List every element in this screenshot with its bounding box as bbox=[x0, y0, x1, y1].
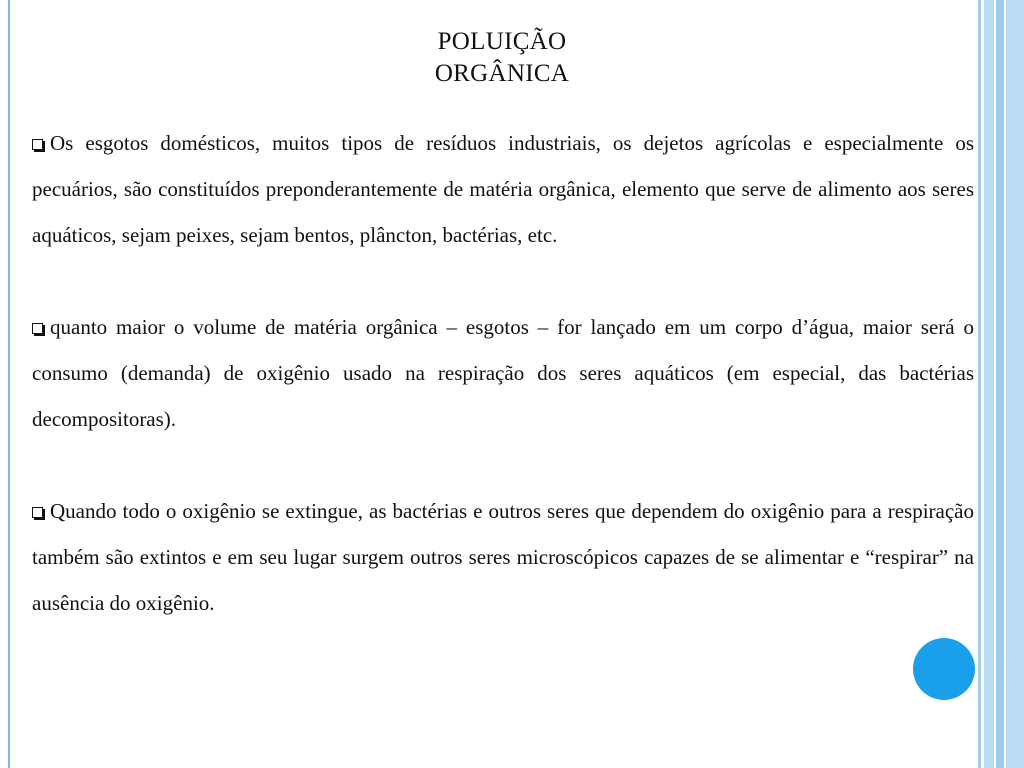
bullet-text: Quando todo o oxigênio se extingue, as bactérias e outros seres que dependem do oxigênio para a respiração também são extintos e em seu lugar surgem outros seres microscópicos capazes de se alimentar e “respirar” na ausência do oxigênio. bbox=[32, 499, 974, 615]
bullet-paragraph bbox=[32, 120, 974, 258]
decorative-circle bbox=[913, 638, 975, 700]
slide-title bbox=[0, 26, 1004, 90]
right-decorative-stripes bbox=[978, 0, 1024, 768]
title-line-1: POLUIÇÃO bbox=[437, 28, 567, 55]
stripe bbox=[984, 0, 994, 768]
square-bullet-icon bbox=[32, 139, 43, 150]
slide-body bbox=[32, 120, 974, 626]
bullet-text: quanto maior o volume de matéria orgânica – esgotos – for lançado em um corpo d’água, maior será o consumo (demanda) de oxigênio usado na respiração dos seres aquáticos (em especial, das bactérias decompositoras). bbox=[32, 315, 974, 431]
square-bullet-icon bbox=[32, 323, 43, 334]
bullet-text: Os esgotos domésticos, muitos tipos de resíduos industriais, os dejetos agrícolas e especialmente os pecuários, são constituídos preponderantemente de matéria orgânica, elemento que serve de alimento aos seres aquáticos, sejam peixes, sejam bentos, plâncton, bactérias, etc. bbox=[32, 131, 974, 247]
title-line-2: ORGÂNICA bbox=[434, 60, 570, 87]
stripe bbox=[996, 0, 1004, 768]
square-bullet-icon bbox=[32, 507, 43, 518]
stripe bbox=[1006, 0, 1024, 768]
bullet-paragraph bbox=[32, 488, 974, 626]
bullet-paragraph bbox=[32, 304, 974, 442]
left-border-line bbox=[8, 0, 10, 768]
